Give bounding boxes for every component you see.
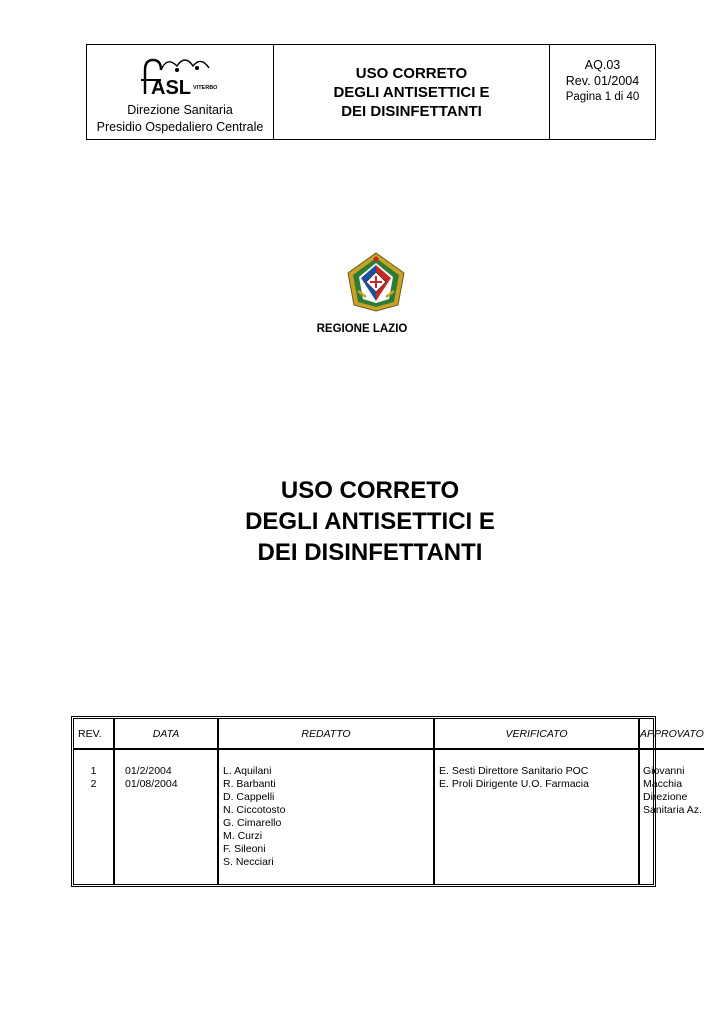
author-name: N. Ciccotosto <box>223 804 286 816</box>
document-header <box>86 44 656 140</box>
rev-number: 2 <box>90 778 97 790</box>
column-header-redatto: REDATTO <box>219 719 435 750</box>
author-name: L. Aquilani <box>223 765 272 777</box>
asl-logo-icon <box>139 56 223 96</box>
author-name: M. Curzi <box>223 830 263 842</box>
column-header-data: DATA <box>115 719 219 750</box>
header-title-cell <box>274 45 550 139</box>
rev-number-cell <box>74 750 115 884</box>
department-line-1: Direzione Sanitaria <box>127 103 233 117</box>
redatto-cell <box>219 750 435 884</box>
verifier-name: E. Proli Dirigente U.O. Farmacia <box>439 778 589 790</box>
column-header-approvato: APPROVATO <box>640 719 704 750</box>
author-name: S. Necciari <box>223 856 274 868</box>
main-title-line-2: DEGLI ANTISETTICI E <box>245 508 495 535</box>
rev-date: 01/2/2004 <box>125 765 172 777</box>
author-name: F. Sileoni <box>223 843 266 855</box>
header-logo-cell <box>87 45 274 139</box>
author-name: G. Cimarello <box>223 817 282 829</box>
header-title-line-2: DEGLI ANTISETTICI E <box>333 83 490 101</box>
approvato-cell <box>640 750 704 884</box>
region-name: REGIONE LAZIO <box>316 323 408 335</box>
logo-subtext: VITERBO <box>193 85 218 91</box>
rev-date: 01/08/2004 <box>125 778 178 790</box>
revision-table <box>71 716 704 887</box>
rev-number: 1 <box>90 765 97 777</box>
regione-lazio-crest-icon <box>344 251 408 313</box>
verificato-cell <box>435 750 640 884</box>
header-title <box>333 64 489 121</box>
main-title <box>180 475 560 568</box>
header-title-line-1: USO CORRETO <box>355 64 468 82</box>
page-number: Pagina 1 di 40 <box>565 91 640 103</box>
column-header-verificato: VERIFICATO <box>435 719 640 750</box>
main-title-line-1: USO CORRETO <box>280 477 460 504</box>
header-title-line-3: DEI DISINFETTANTI <box>341 102 482 120</box>
main-title-line-3: DEI DISINFETTANTI <box>257 539 483 566</box>
approver-role: Direzione Sanitaria Az. <box>643 791 702 816</box>
document-revision: Rev. 01/2004 <box>565 74 640 88</box>
verifier-name: E. Sesti Direttore Sanitario POC <box>439 765 589 777</box>
header-meta-cell <box>550 45 655 139</box>
date-cell <box>115 750 219 884</box>
department-info <box>87 102 273 136</box>
author-name: D. Cappelli <box>223 791 275 803</box>
logo-text: ASL <box>151 77 191 96</box>
department-line-2: Presidio Ospedaliero Centrale <box>96 120 264 134</box>
approver-name: Giovanni Macchia <box>643 765 685 790</box>
column-header-rev: REV. <box>74 719 115 750</box>
document-code: AQ.03 <box>584 58 621 72</box>
author-name: R. Barbanti <box>223 778 276 790</box>
